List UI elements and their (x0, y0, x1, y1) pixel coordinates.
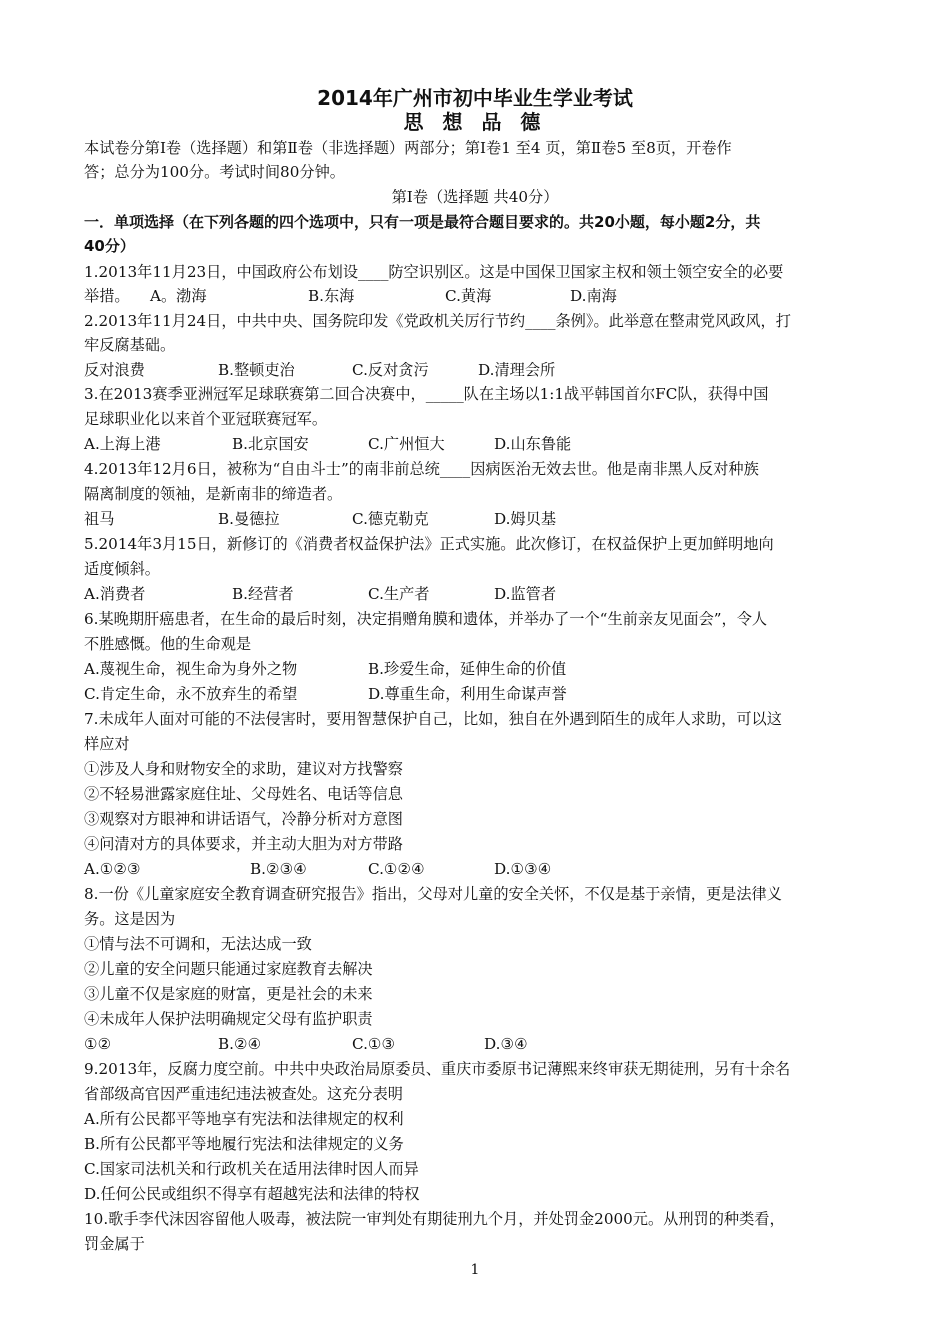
q3-option-a: A.上海上港 (84, 435, 161, 453)
q9-option-a: A.所有公民都平等地享有宪法和法律规定的权利 (84, 1110, 404, 1128)
q6-option-b: B.珍爱生命，延伸生命的价值 (368, 660, 567, 678)
page-number: 1 (470, 1262, 480, 1278)
q8-option-c: C.①③ (352, 1035, 396, 1053)
q3-option-c: C.广州恒大 (368, 435, 445, 453)
q6-option-a: A.蔑视生命，视生命为身外之物 (84, 660, 298, 678)
subject-title: 思 想 品 德 (403, 110, 547, 134)
question-1-stem-end: 举措。 (84, 287, 130, 305)
q9-option-d: D.任何公民或组织不得享有超越宪法和法律的特权 (84, 1185, 420, 1203)
question-2-stem-end: 牢反腐基础。 (84, 336, 176, 354)
question-10-stem: 10.歌手李代沫因容留他人吸毒，被法院一审判处有期徒刑九个月，并处罚金2000元。从刑罚的种类看， (84, 1210, 785, 1228)
q6-option-c: C.肯定生命，永不放弃生的希望 (84, 685, 298, 703)
q4-option-b: B.曼德拉 (218, 510, 280, 528)
question-5-stem-end: 适度倾斜。 (84, 560, 160, 578)
q8-option-d: D.③④ (484, 1035, 528, 1053)
question-1-stem: 1.2013年11月23日，中国政府公布划设____防空识别区。这是中国保卫国家主权和领土领空安全的必要 (84, 263, 784, 281)
q7-statement-2: ②不轻易泄露家庭住址、父母姓名、电话等信息 (84, 785, 403, 803)
q6-option-d: D.尊重生命，利用生命谋声誉 (368, 685, 567, 703)
question-7-stem: 7.未成年人面对可能的不法侵害时，要用智慧保护自己，比如，独自在外遇到陌生的成年人求助，可以这 (84, 710, 782, 728)
q7-option-d: D.①③④ (494, 860, 552, 878)
q2-option-c: C.反对贪污 (352, 361, 429, 379)
q1-option-c: C.黄海 (445, 287, 492, 305)
question-7-stem-end: 样应对 (84, 735, 130, 753)
question-1-options (84, 284, 874, 308)
q8-statement-4: ④未成年人保护法明确规定父母有监护职责 (84, 1010, 373, 1028)
intro-line-1: 本试卷分第Ⅰ卷（选择题）和第Ⅱ卷（非选择题）两部分；第Ⅰ卷1 至4 页，第Ⅱ卷5 至8页，开卷作 (84, 139, 732, 157)
question-9-stem: 9.2013年，反腐力度空前。中共中央政治局原委员、重庆市委原书记薄熙来终审获无期徒刑，另有十余名 (84, 1060, 791, 1078)
question-6-stem-end: 不胜感慨。他的生命观是 (84, 635, 252, 653)
q5-option-d: D.监管者 (494, 585, 557, 603)
q7-statement-1: ①涉及人身和财物安全的求助，建议对方找警察 (84, 760, 403, 778)
q2-option-a: 反对浪费 (84, 361, 145, 379)
q4-option-a: 祖马 (84, 510, 115, 528)
section-heading-line-2: 40分） (84, 237, 135, 255)
q5-option-a: A.消费者 (84, 585, 146, 603)
q1-option-b: B.东海 (308, 287, 355, 305)
q2-option-d: D.清理会所 (478, 361, 556, 379)
q1-option-a: A。渤海 (150, 287, 207, 305)
q5-option-c: C.生产者 (368, 585, 430, 603)
q8-statement-1: ①情与法不可调和，无法达成一致 (84, 935, 312, 953)
q8-option-a: ①② (84, 1035, 112, 1053)
question-4-stem-end: 隔离制度的领袖，是新南非的缔造者。 (84, 485, 343, 503)
q7-statement-3: ③观察对方眼神和讲话语气，冷静分析对方意图 (84, 810, 403, 828)
q8-statement-2: ②儿童的安全问题只能通过家庭教育去解决 (84, 960, 373, 978)
question-5-stem: 5.2014年3月15日，新修订的《消费者权益保护法》正式实施。此次修订，在权益保护上更加鲜明地向 (84, 535, 774, 553)
q8-statement-3: ③儿童不仅是家庭的财富，更是社会的未来 (84, 985, 373, 1003)
q4-option-d: D.姆贝基 (494, 510, 557, 528)
question-6-stem: 6.某晚期肝癌患者，在生命的最后时刻，决定捐赠角膜和遗体，并举办了一个“生前亲友见面会”，令人 (84, 610, 768, 628)
q2-option-b: B.整顿吏治 (218, 361, 295, 379)
q4-option-c: C.德克勒克 (352, 510, 429, 528)
q7-option-c: C.①②④ (368, 860, 425, 878)
question-2-stem: 2.2013年11月24日，中共中央、国务院印发《党政机关厉行节约____条例》。此举意在整肃党风政风，打 (84, 312, 791, 330)
q9-option-c: C.国家司法机关和行政机关在适用法律时因人而异 (84, 1160, 419, 1178)
question-8-stem-end: 务。这是因为 (84, 910, 176, 928)
question-3-stem-end: 足球职业化以来首个亚冠联赛冠军。 (84, 410, 327, 428)
question-10-stem-end: 罚金属于 (84, 1235, 145, 1253)
q9-option-b: B.所有公民都平等地履行宪法和法律规定的义务 (84, 1135, 404, 1153)
part-title: 第Ⅰ卷（选择题 共40分） (391, 188, 559, 206)
intro-line-2: 答；总分为100分。考试时间80分钟。 (84, 163, 345, 181)
q7-option-b: B.②③④ (250, 860, 307, 878)
q3-option-d: D.山东鲁能 (494, 435, 572, 453)
question-9-stem-end: 省部级高官因严重违纪违法被查处。这充分表明 (84, 1085, 403, 1103)
q8-option-b: B.②④ (218, 1035, 262, 1053)
q7-option-a: A.①②③ (84, 860, 141, 878)
section-heading-line-1: 一．单项选择（在下列各题的四个选项中，只有一项是最符合题目要求的。共20小题，每小题2分，共 (84, 213, 761, 231)
exam-title: 2014年广州市初中毕业生学业考试 (317, 86, 633, 110)
question-3-stem: 3.在2013赛季亚洲冠军足球联赛第二回合决赛中，_____队在主场以1:1战平韩国首尔FC队，获得中国 (84, 385, 769, 403)
q3-option-b: B.北京国安 (232, 435, 309, 453)
q7-statement-4: ④问清对方的具体要求，并主动大胆为对方带路 (84, 835, 403, 853)
q1-option-d: D.南海 (570, 287, 617, 305)
q5-option-b: B.经营者 (232, 585, 294, 603)
question-4-stem: 4.2013年12月6日，被称为“自由斗士”的南非前总统____因病医治无效去世。他是南非黑人反对种族 (84, 460, 759, 478)
question-8-stem: 8.一份《儿童家庭安全教育调查研究报告》指出，父母对儿童的安全关怀，不仅是基于亲情，更是法律义 (84, 885, 782, 903)
